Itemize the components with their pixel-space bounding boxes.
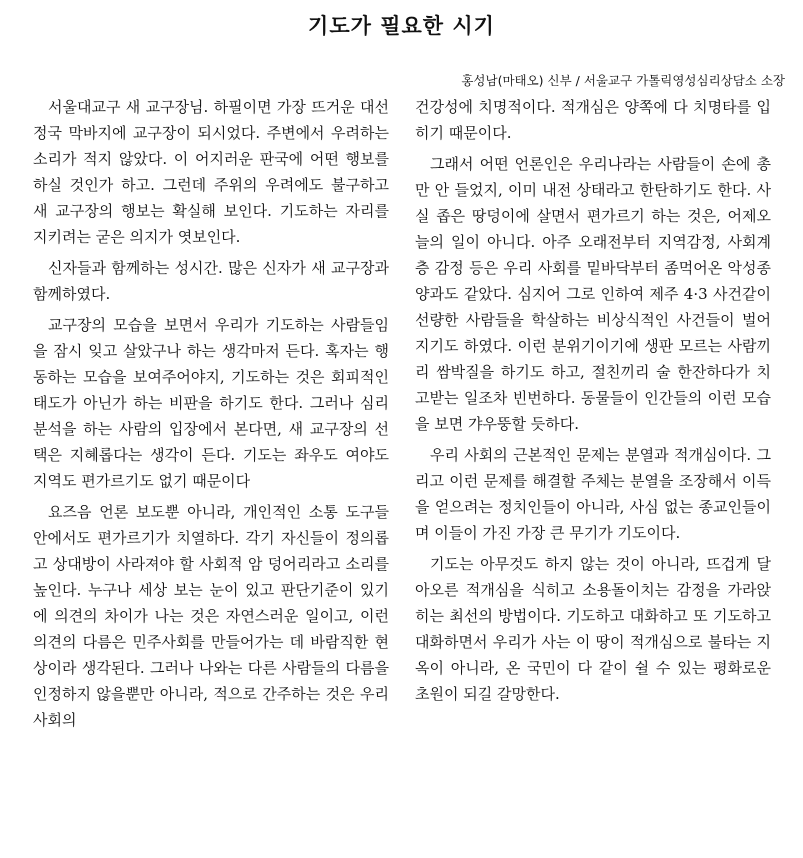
paragraph: 그래서 어떤 언론인은 우리나라는 사람들이 손에 총만 안 들었지, 이미 내전 상태라고 한탄하기도 한다. 사실 좁은 땅덩이에 살면서 편가르기 하는 것은, 어제오늘의 일이 아니다. 아주 오래전부터 지역감정, 사회계층 감정 등은 우리 사회를 밑바닥부터 좀먹어온 악성종양과도 같았다. 심지어 그로 인하여 제주 4·3 사건같이 선량한 사람들을 학살하는 비상식적인 사건들이 벌어지기도 하였다. 이런 분위기이기에 생판 모르는 사람끼리 쌈박질을 하기도 하고, 절친끼리 술 한잔하다가 치고받는 일조차 빈번하다. 동물들이 인간들의 이런 모습을 보면 갸우뚱할 듯하다. — [415, 155, 771, 433]
paragraph: 요즈음 언론 보도뿐 아니라, 개인적인 소통 도구들 안에서도 편가르기가 치열하다. 각기 자신들이 정의롭고 상대방이 사라져야 할 사회적 암 덩어리라고 소리를 높인다. 누구나 세상 보는 눈이 있고 판단기준이 있기에 의견의 차이가 나는 것은 자연스러운 일이고, 이런 의견의 다름은 민주사회를 만들어가는 데 바람직한 현상이라 생각된다. 그러나 나와는 다른 사람들의 다름을 인정하지 않을뿐만 아니라, 적으로 간주하는 것은 우리 사회의 — [33, 503, 389, 729]
right-column — [415, 94, 771, 712]
paragraph: 기도는 아무것도 하지 않는 것이 아니라, 뜨겁게 달아오른 적개심을 식히고 소용돌이치는 감정을 가라앉히는 최선의 방법이다. 기도하고 대화하고 또 기도하고 대화하면서 우리가 사는 이 땅이 적개심으로 불타는 지옥이 아니라, 온 국민이 다 같이 쉴 수 있는 평화로운 초원이 되길 갈망한다. — [415, 555, 771, 703]
paragraph: 신자들과 함께하는 성시간. 많은 신자가 새 교구장과 함께하였다. — [33, 259, 389, 303]
paragraph: 교구장의 모습을 보면서 우리가 기도하는 사람들임을 잠시 잊고 살았구나 하는 생각마저 든다. 혹자는 행동하는 모습을 보여주어야지, 기도하는 것은 회피적인 태도가 아닌가 하는 비판을 하기도 한다. 그러나 심리분석을 하는 사람의 입장에서 본다면, 새 교구장의 선택은 지혜롭다는 생각이 든다. 기도는 좌우도 여야도 지역도 편가르기도 없기 때문이다 — [33, 316, 389, 490]
page-title: 기도가 필요한 시기 — [308, 14, 495, 38]
author-byline: 홍성남(마태오) 신부 / 서울교구 가톨릭영성심리상담소 소장 — [461, 73, 785, 88]
paragraph: 우리 사회의 근본적인 문제는 분열과 적개심이다. 그리고 이런 문제를 해결할 주체는 분열을 조장해서 이득을 얻으려는 정치인들이 아니라, 사심 없는 종교인들이며 이들이 가진 가장 큰 무기가 기도이다. — [415, 446, 771, 542]
paragraph-continued: 건강성에 치명적이다. 적개심은 양쪽에 다 치명타를 입히기 때문이다. — [415, 98, 771, 142]
left-column — [33, 94, 389, 738]
paragraph: 서울대교구 새 교구장님. 하필이면 가장 뜨거운 대선정국 막바지에 교구장이 되시었다. 주변에서 우려하는 소리가 적지 않았다. 이 어지러운 판국에 어떤 행보를 하실 것인가 하고. 그런데 주위의 우려에도 불구하고 새 교구장의 행보는 확실해 보인다. 기도하는 자리를 지키려는 굳은 의지가 엿보인다. — [33, 98, 389, 246]
